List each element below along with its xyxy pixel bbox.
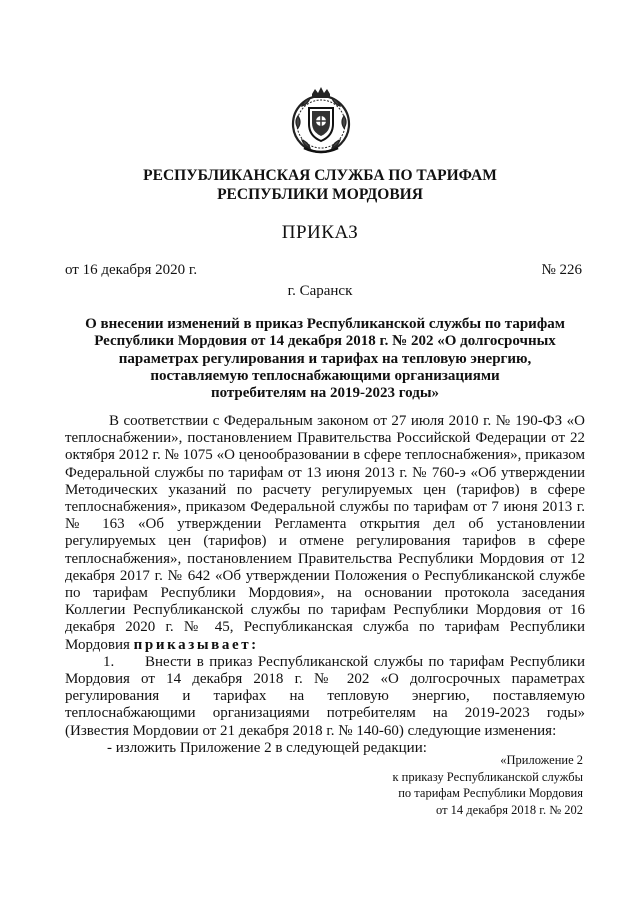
document-title: [80, 316, 570, 402]
document-body: [65, 413, 585, 757]
organization-name-line2: РЕСПУБЛИКИ МОРДОВИЯ: [217, 186, 423, 203]
dash-item: - изложить Приложение 2 в следующей редакции:: [107, 739, 427, 756]
preamble-paragraph: [65, 413, 585, 654]
title-line: параметрах регулирования и тарифах на тепловую энергию,: [118, 350, 532, 367]
appendix-line: к приказу Республиканской службы: [392, 769, 583, 784]
appendix-line: от 14 декабря 2018 г. № 202: [435, 802, 583, 817]
document-city: г. Саранск: [287, 283, 353, 299]
item-number: 1.: [103, 653, 115, 670]
title-line: поставляемую теплоснабжающими организациями: [150, 367, 500, 384]
list-item: [65, 654, 585, 740]
decree-word: приказывает:: [133, 636, 259, 653]
appendix-line: «Приложение 2: [500, 753, 583, 767]
preamble-text: В соответствии с Федеральным законом от 27 июля 2010 г. № 190-ФЗ «О теплоснабжении», постановлением Правительства Российской Федерации от 22 октября 2012 г. № 1075 «О ценообразовании в сфере теплоснабжения», приказом Федеральной службы по тарифам от 13 июня 2013 г. № 760-э «Об утверждении Методических указаний по расчету регулируемых цен (тарифов) в сфере теплоснабжения», приказом Федеральной службы по тарифам от 7 июня 2013 г. № 163 «Об утверждении Регламента открытия дел об установлении регулируемых цен (тарифов) и отмене регулирования тарифов в сфере теплоснабжения», постановлением Правительства Республики Мордовия от 12 декабря 2017 г. № 642 «Об утверждении Положения о Республиканской службе по тарифам Республики Мордовия», на основании протокола заседания Коллегии Республиканской службы по тарифам Республики Мордовия от 16 декабря 2020 г. № 45, Республиканская служба по тарифам Республики Мордовия: [65, 413, 585, 653]
appendix-reference: [392, 752, 583, 818]
organization-name-line1: РЕСПУБЛИКАНСКАЯ СЛУЖБА ПО ТАРИФАМ: [143, 167, 497, 184]
title-line: Республики Мордовия от 14 декабря 2018 г. № 202 «О долгосрочных: [94, 333, 556, 350]
item-text: Внести в приказ Республиканской службы по тарифам Республики Мордовия от 14 декабря 2018 г. № 202 «О долгосрочных параметрах регулирования и тарифах на тепловую энергию, поставляемую теплоснабжающими организациями потребителям на 2019-2023 годы» (Известия Мордовии от 21 декабря 2018 г. № 140-60) следующие изменения:: [65, 653, 585, 739]
title-line: О внесении изменений в приказ Республиканской службы по тарифам: [85, 316, 565, 332]
document-number: № 226: [541, 262, 582, 278]
document-type: ПРИКАЗ: [281, 222, 359, 243]
title-line: потребителям на 2019-2023 годы»: [210, 385, 440, 402]
appendix-line: по тарифам Республики Мордовия: [398, 786, 583, 800]
document-date: от 16 декабря 2020 г.: [65, 262, 198, 278]
coat-of-arms-icon: [290, 86, 352, 156]
